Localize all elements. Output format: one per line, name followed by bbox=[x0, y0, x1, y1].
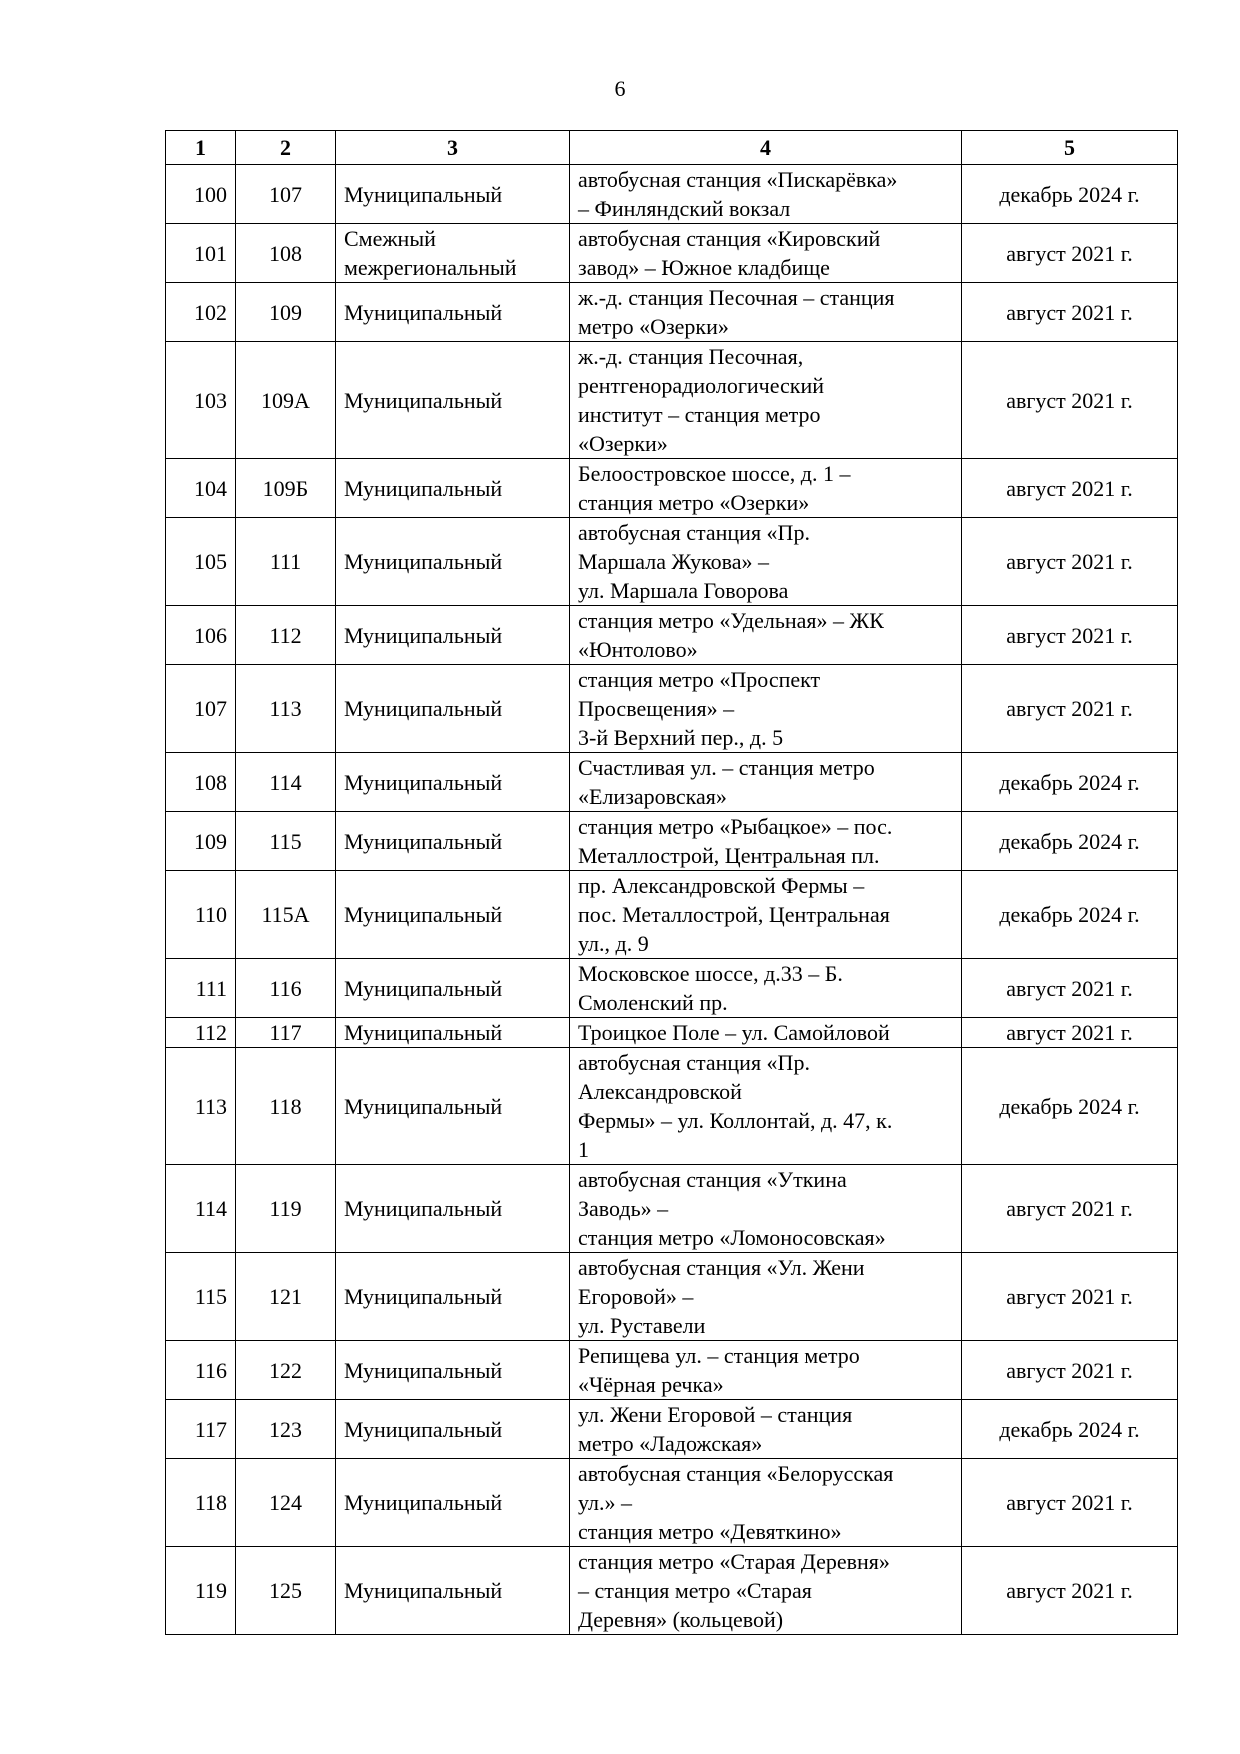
date-cell: август 2021 г. bbox=[962, 1547, 1178, 1635]
table-row bbox=[166, 812, 1178, 871]
route-path-cell-line: станция метро «Проспект bbox=[578, 667, 821, 692]
column-header-1: 1 bbox=[166, 131, 236, 165]
date-cell: август 2021 г. bbox=[962, 1459, 1178, 1547]
route-path-cell-line: Заводь» – bbox=[578, 1196, 669, 1221]
route-path-cell bbox=[570, 1018, 962, 1048]
routes-table bbox=[165, 130, 1178, 1635]
route-path-cell-line: Троицкое Поле – ул. Самойловой bbox=[578, 1020, 890, 1045]
column-header-3: 3 bbox=[336, 131, 570, 165]
route-path-cell bbox=[570, 224, 962, 283]
route-type-cell-line: Муниципальный bbox=[344, 696, 503, 721]
route-path-cell-line: ул. Руставели bbox=[578, 1313, 706, 1338]
route-path-cell bbox=[570, 342, 962, 459]
route-path-cell-line: – Финляндский вокзал bbox=[578, 196, 791, 221]
route-path-cell-line: «Чёрная речка» bbox=[578, 1372, 724, 1397]
route-type-cell-line: Смежный bbox=[344, 226, 436, 251]
date-cell: август 2021 г. bbox=[962, 1165, 1178, 1253]
route-path-cell-line: автобусная станция «Ул. Жени bbox=[578, 1255, 865, 1280]
column-header-5: 5 bbox=[962, 131, 1178, 165]
route-path-cell bbox=[570, 753, 962, 812]
route-type-cell bbox=[336, 1018, 570, 1048]
date-cell: декабрь 2024 г. bbox=[962, 1048, 1178, 1165]
route-type-cell bbox=[336, 812, 570, 871]
row-number-cell: 100 bbox=[166, 165, 236, 224]
route-type-cell-line: межрегиональный bbox=[344, 255, 517, 280]
route-number-cell: 125 bbox=[236, 1547, 336, 1635]
route-number-cell: 122 bbox=[236, 1341, 336, 1400]
route-path-cell-line: Смоленский пр. bbox=[578, 990, 728, 1015]
table-row bbox=[166, 224, 1178, 283]
route-type-cell-line: Муниципальный bbox=[344, 475, 503, 501]
date-cell: август 2021 г. bbox=[962, 283, 1178, 342]
route-type-cell-line: Муниципальный bbox=[344, 1416, 503, 1442]
route-type-cell bbox=[336, 1547, 570, 1635]
date-cell: август 2021 г. bbox=[962, 1253, 1178, 1341]
route-type-cell bbox=[336, 342, 570, 459]
date-cell: декабрь 2024 г. bbox=[962, 1400, 1178, 1459]
date-cell: август 2021 г. bbox=[962, 665, 1178, 753]
route-path-cell-line: завод» – Южное кладбище bbox=[578, 255, 830, 280]
route-type-cell-line: Муниципальный bbox=[344, 387, 503, 413]
date-cell: декабрь 2024 г. bbox=[962, 165, 1178, 224]
route-path-cell bbox=[570, 1459, 962, 1547]
header-row bbox=[166, 131, 1178, 165]
route-type-cell bbox=[336, 224, 570, 283]
table-row bbox=[166, 1547, 1178, 1635]
route-path-cell-line: автобусная станция «Пискарёвка» bbox=[578, 167, 898, 192]
table-row bbox=[166, 283, 1178, 342]
row-number-cell: 101 bbox=[166, 224, 236, 283]
route-path-cell bbox=[570, 665, 962, 753]
route-path-cell-line: метро «Ладожская» bbox=[578, 1431, 763, 1456]
route-path-cell-line: ул. Маршала Говорова bbox=[578, 578, 789, 603]
route-path-cell-line: станция метро «Озерки» bbox=[578, 490, 810, 515]
date-cell: декабрь 2024 г. bbox=[962, 871, 1178, 959]
route-path-cell bbox=[570, 459, 962, 518]
row-number-cell: 104 bbox=[166, 459, 236, 518]
table-row bbox=[166, 1341, 1178, 1400]
route-type-cell-line: Муниципальный bbox=[344, 975, 503, 1001]
route-type-cell-line: Муниципальный bbox=[344, 622, 503, 648]
route-number-cell: 119 bbox=[236, 1165, 336, 1253]
route-type-cell bbox=[336, 459, 570, 518]
table-row bbox=[166, 1459, 1178, 1547]
route-number-cell: 109А bbox=[236, 342, 336, 459]
date-cell: декабрь 2024 г. bbox=[962, 753, 1178, 812]
row-number-cell: 110 bbox=[166, 871, 236, 959]
route-path-cell-line: станция метро «Девяткино» bbox=[578, 1519, 842, 1544]
route-type-cell-line: Муниципальный bbox=[344, 1284, 503, 1309]
route-number-cell: 116 bbox=[236, 959, 336, 1018]
route-type-cell bbox=[336, 871, 570, 959]
route-path-cell-line: институт – станция метро bbox=[578, 402, 821, 427]
route-path-cell bbox=[570, 1400, 962, 1459]
route-path-cell-line: станция метро «Старая Деревня» bbox=[578, 1549, 890, 1574]
date-cell: август 2021 г. bbox=[962, 459, 1178, 518]
route-path-cell-line: 1 bbox=[578, 1137, 589, 1162]
route-path-cell bbox=[570, 812, 962, 871]
table-row bbox=[166, 871, 1178, 959]
table-row bbox=[166, 518, 1178, 606]
route-type-cell bbox=[336, 1165, 570, 1253]
route-path-cell bbox=[570, 518, 962, 606]
route-number-cell: 109Б bbox=[236, 459, 336, 518]
route-type-cell-line: Муниципальный bbox=[344, 1578, 503, 1603]
route-number-cell: 115А bbox=[236, 871, 336, 959]
date-cell: август 2021 г. bbox=[962, 959, 1178, 1018]
table-row bbox=[166, 1165, 1178, 1253]
route-path-cell-line: Маршала Жукова» – bbox=[578, 549, 770, 574]
route-number-cell: 117 bbox=[236, 1018, 336, 1048]
route-path-cell-line: – станция метро «Старая bbox=[578, 1578, 812, 1603]
route-path-cell bbox=[570, 871, 962, 959]
table-row bbox=[166, 342, 1178, 459]
route-type-cell bbox=[336, 1253, 570, 1341]
table-row bbox=[166, 606, 1178, 665]
date-cell: август 2021 г. bbox=[962, 1341, 1178, 1400]
route-number-cell: 108 bbox=[236, 224, 336, 283]
route-path-cell-line: станция метро «Ломоносовская» bbox=[578, 1225, 886, 1250]
route-path-cell-line: Егоровой» – bbox=[578, 1284, 694, 1309]
row-number-cell: 109 bbox=[166, 812, 236, 871]
route-path-cell bbox=[570, 165, 962, 224]
date-cell: декабрь 2024 г. bbox=[962, 812, 1178, 871]
route-path-cell-line: Фермы» – ул. Коллонтай, д. 47, к. bbox=[578, 1108, 893, 1133]
route-path-cell-line: «Юнтолово» bbox=[578, 637, 698, 662]
route-path-cell bbox=[570, 283, 962, 342]
table-row bbox=[166, 1253, 1178, 1341]
route-path-cell-line: Репищева ул. – станция метро bbox=[578, 1343, 860, 1368]
route-type-cell-line: Муниципальный bbox=[344, 828, 503, 854]
route-path-cell-line: автобусная станция «Пр. bbox=[578, 1050, 810, 1075]
date-cell: август 2021 г. bbox=[962, 1018, 1178, 1048]
route-number-cell: 112 bbox=[236, 606, 336, 665]
route-number-cell: 114 bbox=[236, 753, 336, 812]
route-path-cell-line: автобусная станция «Уткина bbox=[578, 1167, 847, 1192]
route-type-cell bbox=[336, 283, 570, 342]
route-type-cell bbox=[336, 518, 570, 606]
table-row bbox=[166, 753, 1178, 812]
route-path-cell-line: 3-й Верхний пер., д. 5 bbox=[578, 725, 784, 750]
row-number-cell: 117 bbox=[166, 1400, 236, 1459]
route-path-cell-line: пр. Александровской Фермы – bbox=[578, 873, 865, 898]
date-cell: август 2021 г. bbox=[962, 518, 1178, 606]
route-path-cell-line: Московское шоссе, д.33 – Б. bbox=[578, 961, 843, 986]
row-number-cell: 111 bbox=[166, 959, 236, 1018]
route-path-cell-line: автобусная станция «Пр. bbox=[578, 520, 810, 545]
route-type-cell-line: Муниципальный bbox=[344, 181, 503, 207]
row-number-cell: 112 bbox=[166, 1018, 236, 1048]
route-path-cell-line: Счастливая ул. – станция метро bbox=[578, 755, 875, 780]
route-type-cell-line: Муниципальный bbox=[344, 549, 503, 574]
route-type-cell bbox=[336, 165, 570, 224]
route-type-cell bbox=[336, 1048, 570, 1165]
route-path-cell bbox=[570, 1048, 962, 1165]
row-number-cell: 114 bbox=[166, 1165, 236, 1253]
route-path-cell-line: ул., д. 9 bbox=[578, 931, 649, 956]
row-number-cell: 106 bbox=[166, 606, 236, 665]
row-number-cell: 103 bbox=[166, 342, 236, 459]
route-type-cell-line: Муниципальный bbox=[344, 1093, 503, 1119]
row-number-cell: 102 bbox=[166, 283, 236, 342]
route-type-cell-line: Муниципальный bbox=[344, 299, 503, 325]
route-type-cell-line: Муниципальный bbox=[344, 1020, 503, 1045]
route-path-cell-line: ж.-д. станция Песочная – станция bbox=[578, 285, 895, 310]
page-number: 6 bbox=[614, 76, 626, 101]
route-path-cell-line: автобусная станция «Кировский bbox=[578, 226, 881, 251]
route-path-cell bbox=[570, 606, 962, 665]
table-row bbox=[166, 1048, 1178, 1165]
route-number-cell: 115 bbox=[236, 812, 336, 871]
route-path-cell-line: «Озерки» bbox=[578, 431, 668, 456]
route-number-cell: 113 bbox=[236, 665, 336, 753]
column-header-4: 4 bbox=[570, 131, 962, 165]
route-path-cell-line: Белоостровское шоссе, д. 1 – bbox=[578, 461, 851, 486]
route-path-cell-line: станция метро «Рыбацкое» – пос. bbox=[578, 814, 893, 839]
route-type-cell bbox=[336, 1400, 570, 1459]
table-row bbox=[166, 665, 1178, 753]
route-type-cell-line: Муниципальный bbox=[344, 1357, 503, 1383]
row-number-cell: 107 bbox=[166, 665, 236, 753]
table-row bbox=[166, 459, 1178, 518]
route-type-cell-line: Муниципальный bbox=[344, 902, 503, 927]
route-path-cell-line: «Елизаровская» bbox=[578, 784, 727, 809]
route-type-cell bbox=[336, 1341, 570, 1400]
route-type-cell bbox=[336, 606, 570, 665]
route-path-cell-line: Деревня» (кольцевой) bbox=[578, 1607, 784, 1632]
route-path-cell-line: Металлострой, Центральная пл. bbox=[578, 843, 880, 868]
row-number-cell: 118 bbox=[166, 1459, 236, 1547]
table-row bbox=[166, 1018, 1178, 1048]
route-path-cell-line: станция метро «Удельная» – ЖК bbox=[578, 608, 884, 633]
route-path-cell-line: автобусная станция «Белорусская bbox=[578, 1461, 894, 1486]
route-type-cell-line: Муниципальный bbox=[344, 1196, 503, 1221]
route-path-cell-line: ул. Жени Егоровой – станция bbox=[578, 1402, 853, 1427]
route-number-cell: 123 bbox=[236, 1400, 336, 1459]
route-number-cell: 107 bbox=[236, 165, 336, 224]
route-number-cell: 124 bbox=[236, 1459, 336, 1547]
route-path-cell bbox=[570, 1165, 962, 1253]
route-path-cell bbox=[570, 959, 962, 1018]
route-type-cell bbox=[336, 665, 570, 753]
route-number-cell: 111 bbox=[236, 518, 336, 606]
route-path-cell bbox=[570, 1253, 962, 1341]
route-path-cell bbox=[570, 1341, 962, 1400]
route-path-cell-line: рентгенорадиологический bbox=[578, 373, 825, 398]
route-path-cell-line: ж.-д. станция Песочная, bbox=[578, 344, 804, 369]
route-path-cell-line: Александровской bbox=[578, 1079, 742, 1104]
route-type-cell-line: Муниципальный bbox=[344, 769, 503, 795]
route-number-cell: 121 bbox=[236, 1253, 336, 1341]
row-number-cell: 116 bbox=[166, 1341, 236, 1400]
route-path-cell bbox=[570, 1547, 962, 1635]
date-cell: август 2021 г. bbox=[962, 606, 1178, 665]
table-row bbox=[166, 165, 1178, 224]
route-path-cell-line: ул.» – bbox=[578, 1490, 633, 1515]
route-number-cell: 109 bbox=[236, 283, 336, 342]
row-number-cell: 119 bbox=[166, 1547, 236, 1635]
route-type-cell bbox=[336, 959, 570, 1018]
date-cell: август 2021 г. bbox=[962, 342, 1178, 459]
row-number-cell: 105 bbox=[166, 518, 236, 606]
table-row bbox=[166, 959, 1178, 1018]
route-path-cell-line: Просвещения» – bbox=[578, 696, 735, 721]
route-type-cell bbox=[336, 1459, 570, 1547]
date-cell: август 2021 г. bbox=[962, 224, 1178, 283]
route-path-cell-line: пос. Металлострой, Центральная bbox=[578, 902, 890, 927]
table-row bbox=[166, 1400, 1178, 1459]
row-number-cell: 113 bbox=[166, 1048, 236, 1165]
column-header-2: 2 bbox=[236, 131, 336, 165]
row-number-cell: 115 bbox=[166, 1253, 236, 1341]
route-type-cell-line: Муниципальный bbox=[344, 1490, 503, 1515]
row-number-cell: 108 bbox=[166, 753, 236, 812]
route-number-cell: 118 bbox=[236, 1048, 336, 1165]
route-type-cell bbox=[336, 753, 570, 812]
routes-table-body bbox=[166, 165, 1178, 1635]
route-path-cell-line: метро «Озерки» bbox=[578, 314, 729, 339]
